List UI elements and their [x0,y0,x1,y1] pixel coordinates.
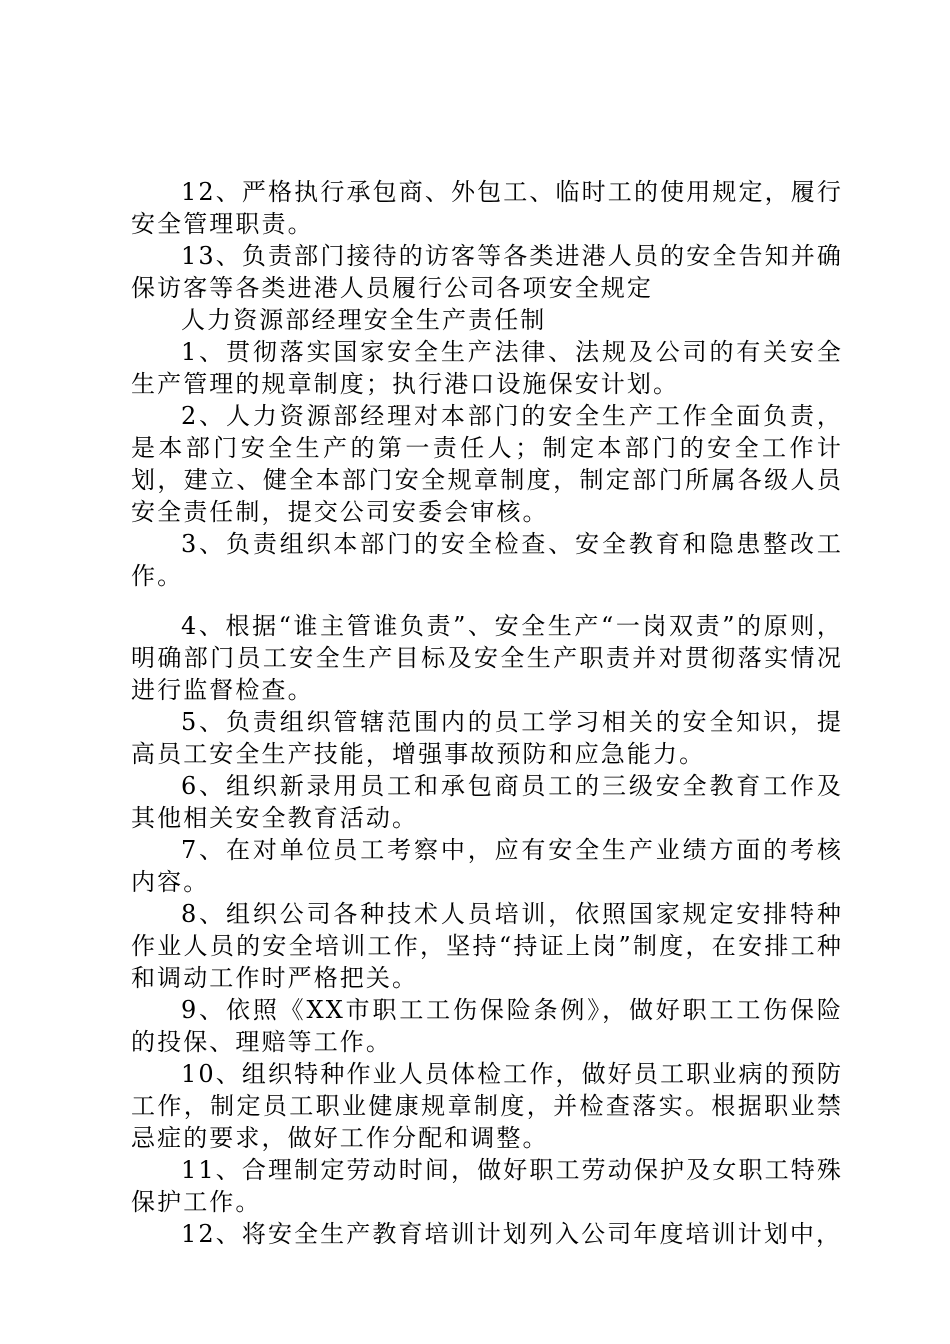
paragraph-12-contractor: 12、严格执行承包商、外包工、临时工的使用规定，履行安全管理职责。 [131,178,843,238]
hr-item-9: 9、依照《XX市职工工伤保险条例》，做好职工工伤保险的投保、理赔等工作。 [131,996,843,1056]
hr-item-8: 8、组织公司各种技术人员培训，依照国家规定安排特种作业人员的安全培训工作，坚持“持证上岗”制度，在安排工种和调动工作时严格把关。 [131,900,843,992]
hr-item-5: 5、负责组织管辖范围内的员工学习相关的安全知识，提高员工安全生产技能，增强事故预防和应急能力。 [131,708,843,768]
hr-item-3: 3、负责组织本部门的安全检查、安全教育和隐患整改工作。 [131,530,843,590]
paragraph-13-visitors: 13、负责部门接待的访客等各类进港人员的安全告知并确保访客等各类进港人员履行公司各项安全规定 [131,242,843,302]
section-title: 人力资源部经理安全生产责任制 [181,306,547,334]
hr-item-10: 10、组织特种作业人员体检工作，做好员工职业病的预防工作，制定员工职业健康规章制度，并检查落实。根据职业禁忌症的要求，做好工作分配和调整。 [131,1060,843,1152]
hr-item-2: 2、人力资源部经理对本部门的安全生产工作全面负责，是本部门安全生产的第一责任人；制定本部门的安全工作计划，建立、健全本部门安全规章制度，制定部门所属各级人员安全责任制，提交公司安委会审核。 [131,402,843,526]
hr-item-7: 7、在对单位员工考察中，应有安全生产业绩方面的考核内容。 [131,836,843,896]
hr-item-6: 6、组织新录用员工和承包商员工的三级安全教育工作及其他相关安全教育活动。 [131,772,843,832]
hr-item-4: 4、根据“谁主管谁负责”、安全生产“一岗双责”的原则，明确部门员工安全生产目标及安全生产职责并对贯彻落实情况进行监督检查。 [131,612,843,704]
paragraph-gap [131,592,843,610]
hr-item-1: 1、贯彻落实国家安全生产法律、法规及公司的有关安全生产管理的规章制度；执行港口设施保安计划。 [131,338,843,398]
hr-item-11: 11、合理制定劳动时间，做好职工劳动保护及女职工特殊保护工作。 [131,1156,843,1216]
hr-item-12: 12、将安全生产教育培训计划列入公司年度培训计划中， [181,1220,843,1248]
document-body [131,176,843,1250]
